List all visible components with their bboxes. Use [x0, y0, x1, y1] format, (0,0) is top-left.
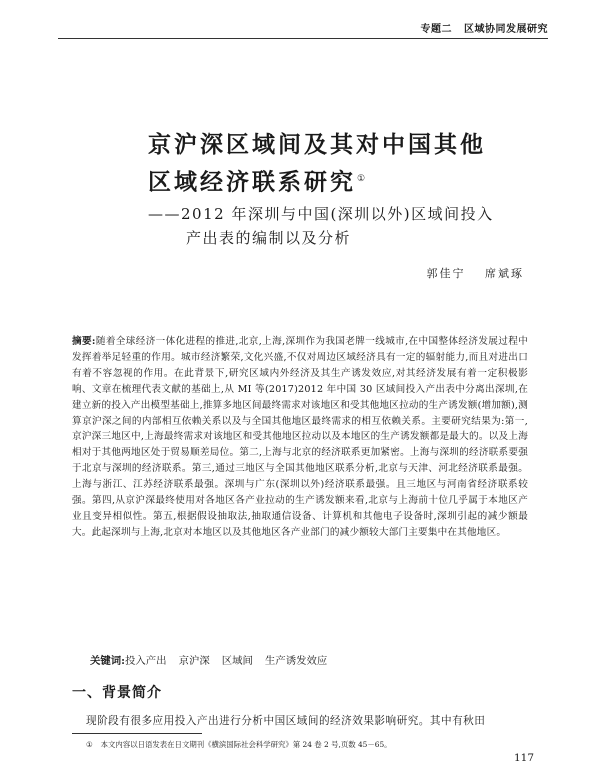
footnote-mark: ①	[86, 740, 93, 749]
keyword: 京沪深	[178, 655, 210, 667]
body-paragraph: 现阶段有很多应用投入产出进行分析中国区域间的经济效果影响研究。其中有秋田	[86, 715, 486, 727]
footnote-text: 本文内容以日语发表在日文期刊《横滨国际社会科学研究》第 24 卷 2 号,页数 45－65。	[100, 740, 392, 749]
subtitle-line-2: 产出表的编制以及分析	[186, 229, 352, 247]
author-name: 郭佳宁	[426, 267, 466, 280]
footnote-rule	[72, 733, 202, 734]
abstract-label: 摘要:	[72, 336, 96, 347]
article-title	[148, 128, 568, 200]
keyword: 生产诱发效应	[264, 655, 328, 667]
article-subtitle	[148, 202, 494, 250]
title-line-2-text: 区域经济联系研究	[148, 168, 356, 196]
section-heading: 一、背景简介	[72, 685, 162, 701]
title-footnote-mark[interactable]: ①	[357, 174, 369, 184]
page-number: 117	[513, 752, 534, 764]
header-rule	[58, 38, 548, 39]
special-issue-label: 专题二	[420, 24, 453, 35]
abstract-text: 随着全球经济一体化进程的推进,北京,上海,深圳作为我国老牌一线城市,在中国整体经济发展过程中发挥着举足轻重的作用。城市经济繁荣,文化兴盛,不仅对周边区域经济具有一定的辐射能力,而且对进出口有着不容忽视的作用。在此背景下,研究区域内外经济及其生产诱发效应,对其经济发展有着一定积极影响、文章在梳理代表文献的基础上,从 MI 等(2017)2012 年中国 30 区域间投入产出表中分离出深圳,在建立新的投入产出模型基础上,推算多地区间最终需求对该地区和受其他地区拉动的生产诱发额(增加额),测算京沪深之间的内部相互依赖关系以及与全国其他地区最终需求的相互依赖关系。主要研究结果为:第一,京沪深三地区中,上海最终需求对该地区和受其他地区拉动以及本地区的生产诱发额都是最大的。以及上海相对于其他两地区处于贸易顺差局位。第二,上海与北京的经济联系更加紧密。上海与深圳的经济联系要强于北京与深圳的经济联系。第三,通过三地区与全国其他地区联系分析,北京与天津、河北经济联系最强。上海与浙江、江苏经济联系最强。深圳与广东(深圳以外)经济联系最强。且三地区与河南省经济联系较强。第四,从京沪深最终使用对各地区各产业拉动的生产诱发额来看,北京与上海前十位几乎属于本地区产业且变异相似性。第五,根据假设抽取法,抽取通信设备、计算机和其他电子设备时,深圳引起的减少额最大。此起深圳与上海,北京对本地区以及其他地区各产业部门的减少额较大部门主要集中在其他地区。	[72, 336, 528, 538]
author-list	[427, 265, 525, 281]
keywords-label: 关键词:	[90, 655, 126, 667]
subtitle-line-1: ——2012 年深圳与中国(深圳以外)区域间投入	[148, 205, 494, 223]
title-line-2	[148, 162, 568, 200]
keyword: 投入产出	[125, 655, 167, 667]
title-line-1: 京沪深区域间及其对中国其他	[148, 131, 486, 158]
footnote	[86, 739, 392, 750]
abstract	[72, 334, 528, 541]
author-name: 席斌琢	[485, 267, 524, 280]
running-header	[421, 20, 548, 35]
keywords	[90, 652, 339, 667]
keyword: 区域间	[221, 655, 253, 667]
section-label: 区域协同发展研究	[464, 24, 548, 35]
